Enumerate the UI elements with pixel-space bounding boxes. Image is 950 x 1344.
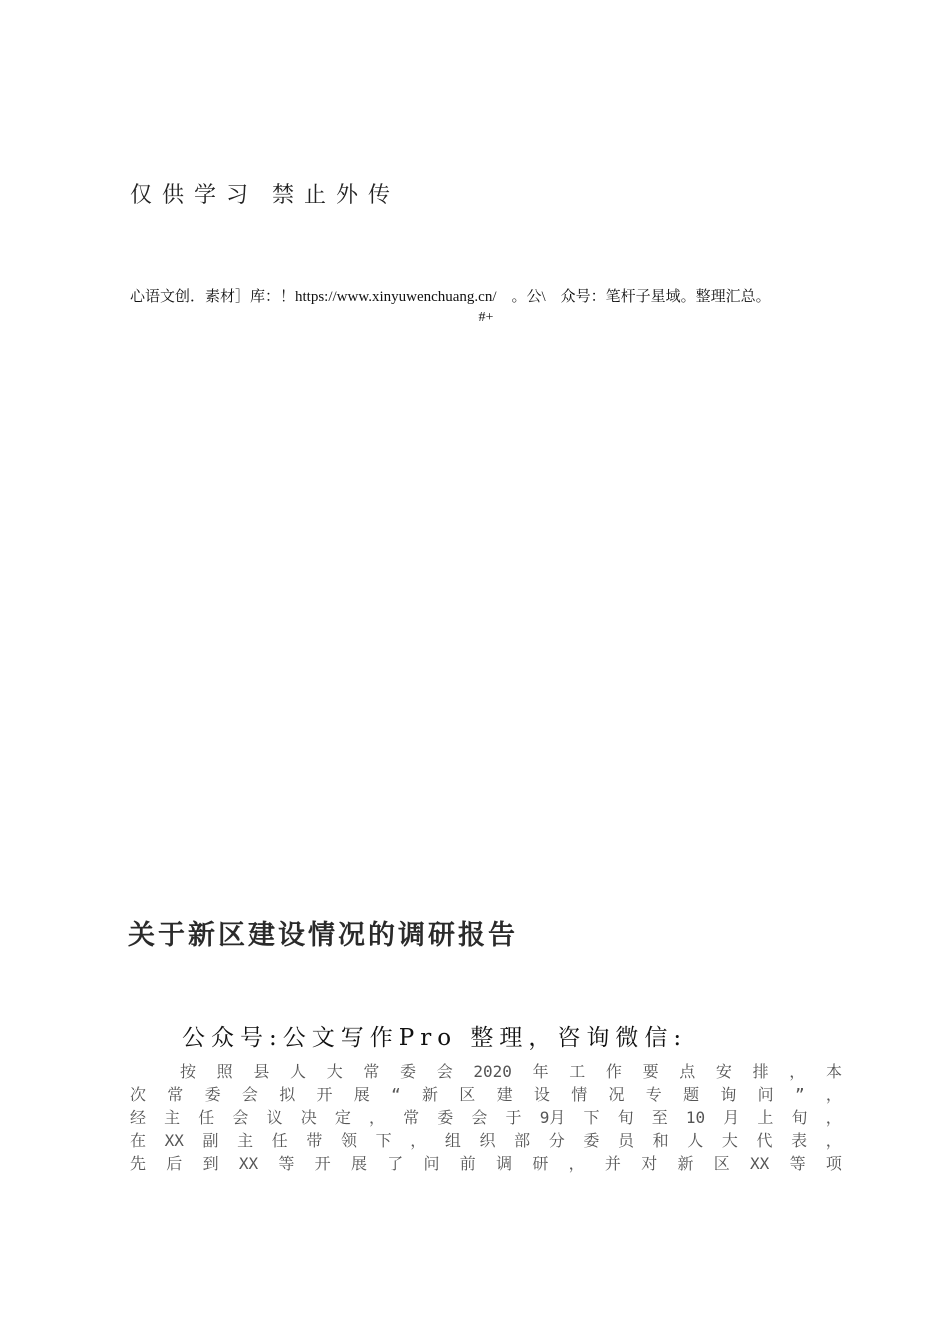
body-token: 要 xyxy=(642,1062,659,1081)
body-token: 表 xyxy=(791,1131,808,1150)
source-attribution-tail: #+ xyxy=(478,310,494,325)
body-token: 领 xyxy=(341,1131,358,1150)
body-token: 组 xyxy=(444,1131,461,1150)
body-token: 任 xyxy=(271,1131,288,1150)
body-token: 织 xyxy=(479,1131,496,1150)
body-token: XX xyxy=(164,1131,184,1150)
body-token: 研 xyxy=(532,1154,549,1173)
body-token: 代 xyxy=(756,1131,773,1150)
notice-study-only: 仅供学习 xyxy=(130,183,259,208)
body-token: 先 xyxy=(130,1154,147,1173)
body-token: 常 xyxy=(363,1062,380,1081)
body-token: 次 xyxy=(130,1085,147,1104)
body-token: 等 xyxy=(789,1154,806,1173)
body-token: ， xyxy=(789,1062,806,1081)
body-token: 工 xyxy=(569,1062,586,1081)
body-token: 会 xyxy=(241,1085,258,1104)
body-token: 年 xyxy=(532,1062,549,1081)
body-token: 情 xyxy=(571,1085,588,1104)
body-token: XX xyxy=(750,1154,770,1173)
body-token: 副 xyxy=(202,1131,219,1150)
body-token: 新 xyxy=(422,1085,439,1104)
body-token: 分 xyxy=(548,1131,565,1150)
body-token: 展 xyxy=(350,1154,367,1173)
body-token: 定 xyxy=(334,1108,351,1127)
body-token: ” xyxy=(794,1085,805,1104)
body-token: 委 xyxy=(400,1062,417,1081)
body-line xyxy=(130,1152,842,1175)
body-token: 建 xyxy=(496,1085,513,1104)
body-line xyxy=(130,1106,842,1129)
body-token: 2020 xyxy=(473,1062,512,1081)
body-token: 作 xyxy=(605,1062,622,1081)
body-token: 安 xyxy=(715,1062,732,1081)
body-token: 常 xyxy=(167,1085,184,1104)
body-token: 人 xyxy=(290,1062,307,1081)
body-token: 大 xyxy=(326,1062,343,1081)
body-line xyxy=(130,1083,842,1106)
notice-no-distribution: 禁止外传 xyxy=(272,183,401,208)
body-token: 开 xyxy=(316,1085,333,1104)
body-token: 主 xyxy=(237,1131,254,1150)
body-token: 会 xyxy=(232,1108,249,1127)
body-token: 项 xyxy=(825,1154,842,1173)
body-token: 前 xyxy=(459,1154,476,1173)
body-token: 经 xyxy=(130,1108,147,1127)
body-token: 展 xyxy=(353,1085,370,1104)
body-token: 委 xyxy=(583,1131,600,1150)
body-token: 和 xyxy=(652,1131,669,1150)
body-token: ， xyxy=(410,1131,427,1150)
document-body xyxy=(130,1060,842,1175)
body-token: 排 xyxy=(752,1062,769,1081)
body-token: 区 xyxy=(713,1154,730,1173)
body-token: 对 xyxy=(641,1154,658,1173)
body-token: “ xyxy=(391,1085,401,1104)
body-token: 委 xyxy=(204,1085,221,1104)
body-token: 询 xyxy=(720,1085,737,1104)
body-token: ， xyxy=(568,1154,585,1173)
body-token: 带 xyxy=(306,1131,323,1150)
body-token: 大 xyxy=(721,1131,738,1150)
source-attribution: 心语文创．素材］库：！https://www.xinyuwenchuang.cn/ 。公\ 众号：笔杆子星域。整理汇总。 xyxy=(130,289,771,305)
body-token: 题 xyxy=(683,1085,700,1104)
document-title: 关于新区建设情况的调研报告 xyxy=(128,920,518,951)
body-token: 下 xyxy=(583,1108,600,1127)
body-token: 专 xyxy=(645,1085,662,1104)
body-token: ， xyxy=(368,1108,385,1127)
body-token: 决 xyxy=(300,1108,317,1127)
body-token: 调 xyxy=(496,1154,513,1173)
body-token: 议 xyxy=(266,1108,283,1127)
body-token: ， xyxy=(825,1131,842,1150)
body-token: 点 xyxy=(679,1062,696,1081)
body-token: ， xyxy=(825,1085,842,1104)
body-token: 等 xyxy=(278,1154,295,1173)
body-token: 会 xyxy=(436,1062,453,1081)
body-token: 10 xyxy=(685,1108,706,1127)
body-token: 主 xyxy=(164,1108,181,1127)
body-token: 县 xyxy=(253,1062,270,1081)
body-token: 任 xyxy=(198,1108,215,1127)
body-token: 部 xyxy=(514,1131,531,1150)
body-token: 新 xyxy=(677,1154,694,1173)
body-token: ， xyxy=(825,1108,842,1127)
body-line xyxy=(130,1060,842,1083)
body-token: 委 xyxy=(437,1108,454,1127)
body-token: 了 xyxy=(387,1154,404,1173)
body-token: 在 xyxy=(130,1131,147,1150)
body-token: 下 xyxy=(375,1131,392,1150)
body-token: 照 xyxy=(216,1062,233,1081)
body-token: 按 xyxy=(180,1062,197,1081)
body-token: 问 xyxy=(423,1154,440,1173)
body-token: 月 xyxy=(723,1108,740,1127)
confidential-notice xyxy=(130,178,400,209)
body-token: 并 xyxy=(604,1154,621,1173)
body-token: 到 xyxy=(202,1154,219,1173)
body-token: 后 xyxy=(166,1154,183,1173)
body-token: 于 xyxy=(505,1108,522,1127)
body-token: 上 xyxy=(757,1108,774,1127)
body-token: 会 xyxy=(471,1108,488,1127)
body-token: 9月 xyxy=(539,1108,566,1127)
body-token: 设 xyxy=(533,1085,550,1104)
body-line xyxy=(130,1129,842,1152)
body-token: 拟 xyxy=(279,1085,296,1104)
body-token: 员 xyxy=(618,1131,635,1150)
body-token: 开 xyxy=(314,1154,331,1173)
body-token: 问 xyxy=(757,1085,774,1104)
body-token: XX xyxy=(238,1154,259,1173)
body-token: 况 xyxy=(608,1085,625,1104)
body-token: 人 xyxy=(687,1131,704,1150)
body-token: 旬 xyxy=(617,1108,634,1127)
body-token: 本 xyxy=(825,1062,842,1081)
body-token: 至 xyxy=(651,1108,668,1127)
body-token: 常 xyxy=(403,1108,420,1127)
body-token: 区 xyxy=(459,1085,476,1104)
body-token: 旬 xyxy=(791,1108,808,1127)
document-subtitle: 公众号:公文写作Pro 整理，咨询微信: xyxy=(182,1025,688,1051)
